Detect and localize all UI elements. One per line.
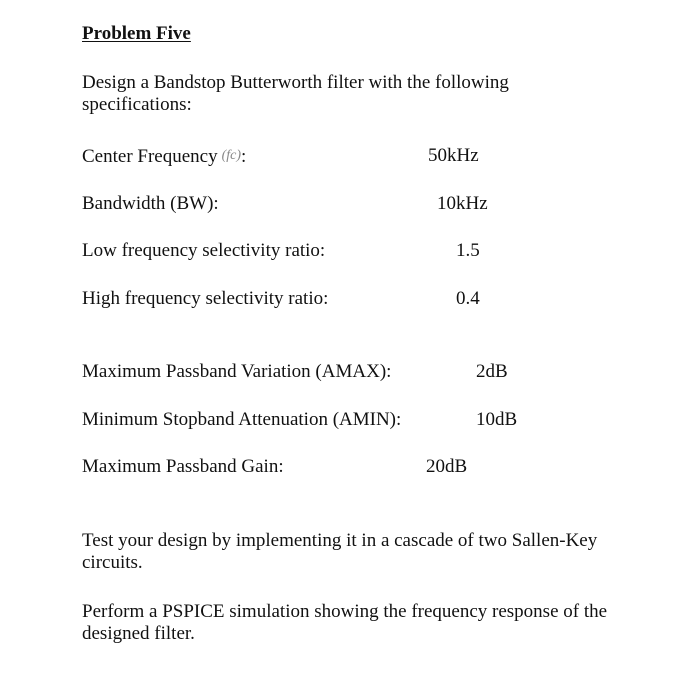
spec-value-amin: 10dB [476, 409, 518, 430]
spec-label-low-selectivity: Low frequency selectivity ratio: [82, 240, 326, 261]
spec-label-amin: Minimum Stopband Attenuation (AMIN): [82, 409, 402, 430]
test-paragraph: Test your design by implementing it in a cascade of two Sallen-Key circuits. [82, 530, 598, 573]
spec-value-high-selectivity: 0.4 [456, 288, 480, 309]
spec-label-bandwidth: Bandwidth (BW): [82, 193, 219, 214]
spec-value-passband-gain: 20dB [426, 456, 468, 477]
problem-title: Problem Five [82, 23, 191, 44]
spec-value-center-frequency: 50kHz [428, 145, 479, 166]
pspice-paragraph: Perform a PSPICE simulation showing the frequency response of the designed filter. [82, 601, 608, 644]
center-frequency-label: Center Frequency [82, 146, 218, 167]
spec-value-amax: 2dB [476, 361, 508, 382]
fc-symbol: (fc) [221, 148, 242, 163]
spec-label-amax: Maximum Passband Variation (AMAX): [82, 361, 392, 382]
spec-value-low-selectivity: 1.5 [456, 240, 480, 261]
spec-label-center-frequency [82, 145, 246, 168]
intro-paragraph: Design a Bandstop Butterworth filter with the following specifications: [82, 72, 509, 115]
spec-value-bandwidth: 10kHz [437, 193, 488, 214]
spec-label-passband-gain: Maximum Passband Gain: [82, 456, 284, 477]
center-frequency-colon: : [241, 146, 247, 167]
spec-label-high-selectivity: High frequency selectivity ratio: [82, 288, 329, 309]
